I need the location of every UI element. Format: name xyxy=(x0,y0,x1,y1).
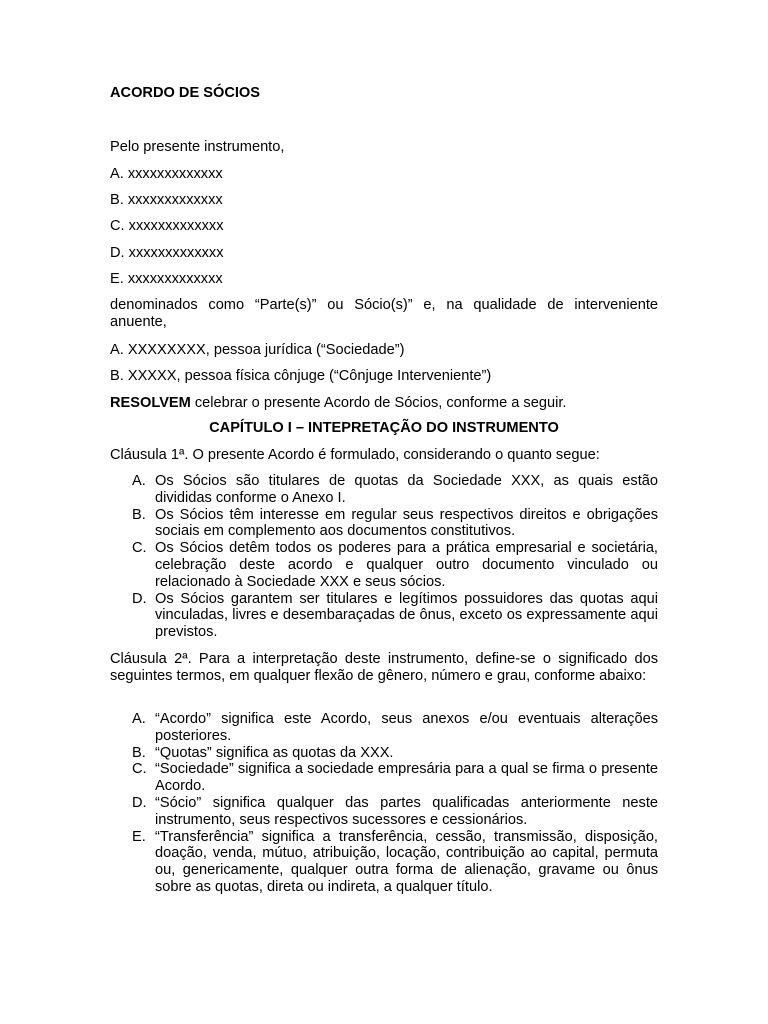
list-item-text: “Sócio” significa qualquer das partes qualificadas anteriormente neste instrumento, seus respectivos sucessores e cessionários. xyxy=(155,794,658,828)
list-item xyxy=(110,507,658,541)
clause-1-list xyxy=(110,473,658,641)
list-item-text: Os Sócios garantem ser titulares e legítimos possuidores das quotas aqui vinculadas, livres e desembaraçadas de ônus, exceto os expressamente aqui previstos. xyxy=(155,590,658,641)
list-marker: C. xyxy=(132,540,147,557)
list-item xyxy=(110,829,658,896)
list-item-text: Os Sócios têm interesse em regular seus respectivos direitos e obrigações sociais em complemento aos documentos constitutivos. xyxy=(155,506,658,540)
resolvem-paragraph xyxy=(110,395,566,412)
party-d: D. xxxxxxxxxxxxx xyxy=(110,245,224,261)
clause-1-text: Cláusula 1ª. O presente Acordo é formulado, considerando o quanto segue: xyxy=(110,447,600,463)
denominated-paragraph: denominados como “Parte(s)” ou Sócio(s)” e, na qualidade de interveniente anuente, xyxy=(110,297,658,330)
list-marker: B. xyxy=(132,744,146,761)
clause-2-text: Cláusula 2ª. Para a interpretação deste instrumento, define-se o significado dos seguintes termos, em qualquer flexão de gênero, número e grau, conforme abaixo: xyxy=(110,651,658,684)
clause-2-list xyxy=(110,711,658,896)
document-title: ACORDO DE SÓCIOS xyxy=(110,85,261,101)
party-a: A. xxxxxxxxxxxxx xyxy=(110,166,223,182)
list-item-text: “Acordo” significa este Acordo, seus anexos e/ou eventuais alterações posteriores. xyxy=(155,711,658,744)
list-marker: A. xyxy=(132,711,146,727)
list-item xyxy=(110,591,658,641)
list-marker: D. xyxy=(132,794,147,811)
party-c: C. xxxxxxxxxxxxx xyxy=(110,218,224,234)
list-item xyxy=(110,761,658,795)
list-marker: D. xyxy=(132,590,147,607)
intervenient-b: B. XXXXX, pessoa física cônjuge (“Cônjuge Interveniente”) xyxy=(110,368,492,384)
list-marker: B. xyxy=(132,506,146,523)
intervenient-a: A. XXXXXXXX, pessoa jurídica (“Sociedade”) xyxy=(110,342,405,358)
list-item xyxy=(110,473,658,507)
list-item-text: “Quotas” significa as quotas da XXX. xyxy=(155,744,394,761)
list-marker: A. xyxy=(132,473,146,489)
list-item xyxy=(110,540,658,590)
list-item-text: Os Sócios detêm todos os poderes para a prática empresarial e societária, celebração deste acordo e qualquer outro documento vinculado ou relacionado à Sociedade XXX e seus sócios. xyxy=(155,540,658,590)
list-marker: E. xyxy=(132,828,146,845)
intro-text: Pelo presente instrumento, xyxy=(110,139,285,155)
party-b: B. xxxxxxxxxxxxx xyxy=(110,192,223,208)
resolvem-keyword: RESOLVEM xyxy=(110,395,191,411)
list-item xyxy=(110,745,658,762)
list-item-text: Os Sócios são titulares de quotas da Sociedade XXX, as quais estão divididas conforme o Anexo I. xyxy=(155,473,658,506)
list-marker: C. xyxy=(132,761,147,778)
resolvem-text: celebrar o presente Acordo de Sócios, conforme a seguir. xyxy=(190,395,567,411)
list-item-text: “Transferência” significa a transferência, cessão, transmissão, disposição, doação, venda, mútuo, atribuição, locação, contribuição ao capital, permuta ou, genericamente, qualquer outra forma de alienação, gravame ou ônus sobre as quotas, direta ou indireta, a qualquer título. xyxy=(155,828,658,895)
list-item xyxy=(110,711,658,745)
chapter-heading: CAPÍTULO I – INTEPRETAÇÃO DO INSTRUMENTO xyxy=(209,420,559,436)
list-item xyxy=(110,795,658,829)
party-e: E. xxxxxxxxxxxxx xyxy=(110,271,223,287)
list-item-text: “Sociedade” significa a sociedade empresária para a qual se firma o presente Acordo. xyxy=(155,761,658,795)
